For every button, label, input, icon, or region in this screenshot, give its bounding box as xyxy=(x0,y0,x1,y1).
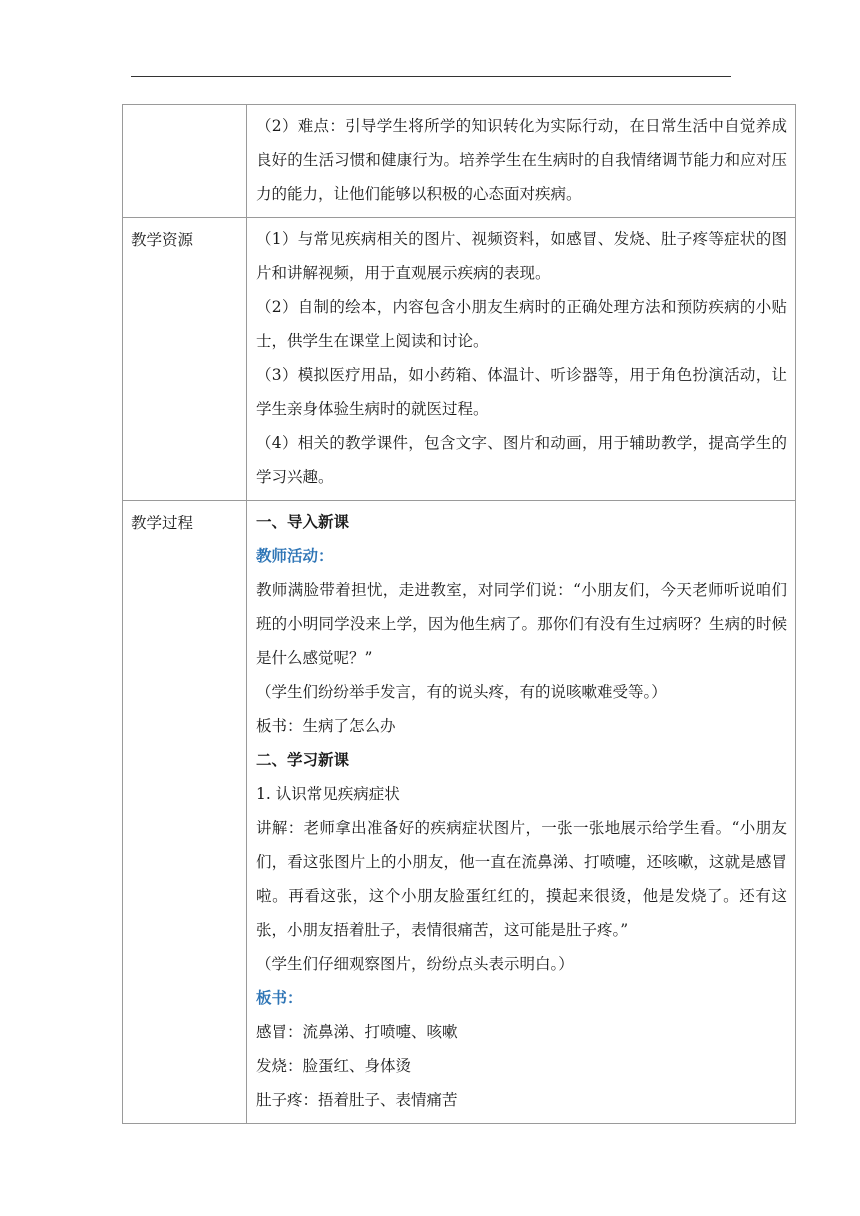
row-label-process: 教学过程 xyxy=(123,501,247,1124)
board-item-cold: 感冒：流鼻涕、打喷嚏、咳嗽 xyxy=(256,1023,458,1041)
section-heading-new-lesson: 二、学习新课 xyxy=(256,750,350,769)
table-row xyxy=(123,501,796,1124)
student-response: （学生们仔细观察图片，纷纷点头表示明白。） xyxy=(256,955,574,973)
resource-item: （1）与常见疾病相关的图片、视频资料，如感冒、发烧、肚子疼等症状的图片和讲解视频，用于直观展示疾病的表现。 xyxy=(256,230,787,282)
difficulty-cell xyxy=(247,105,796,218)
resource-item: （2）自制的绘本，内容包含小朋友生病时的正确处理方法和预防疾病的小贴士，供学生在课堂上阅读和讨论。 xyxy=(256,298,787,350)
section-heading-intro: 一、导入新课 xyxy=(256,512,350,531)
student-response: （学生们纷纷举手发言，有的说头疼，有的说咳嗽难受等。） xyxy=(256,683,667,701)
table-row xyxy=(123,218,796,501)
board-item-stomachache: 肚子疼：捂着肚子、表情痛苦 xyxy=(256,1091,458,1109)
row-label-resources: 教学资源 xyxy=(123,218,247,501)
resource-item: （4）相关的教学课件，包含文字、图片和动画，用于辅助教学，提高学生的学习兴趣。 xyxy=(256,434,787,486)
teacher-dialogue: 教师满脸带着担忧，走进教室，对同学们说：“小朋友们，今天老师听说咱们班的小明同学没来上学，因为他生病了。那你们有没有生过病呀？生病的时候是什么感觉呢？” xyxy=(256,581,787,667)
process-cell xyxy=(247,501,796,1124)
subsection-heading: 1. 认识常见疾病症状 xyxy=(256,785,400,803)
board-heading: 板书： xyxy=(256,988,303,1007)
resources-cell xyxy=(247,218,796,501)
explanation-paragraph: 讲解：老师拿出准备好的疾病症状图片，一张一张地展示给学生看。“小朋友们，看这张图片上的小朋友，他一直在流鼻涕、打喷嚏，还咳嗽，这就是感冒啦。再看这张，这个小朋友脸蛋红红的，摸起来很烫，他是发烧了。还有这张，小朋友捂着肚子，表情很痛苦，这可能是肚子疼。” xyxy=(256,819,787,939)
difficulty-paragraph: （2）难点：引导学生将所学的知识转化为实际行动，在日常生活中自觉养成良好的生活习惯和健康行为。培养学生在生病时的自我情绪调节能力和应对压力的能力，让他们能够以积极的心态面对疾病。 xyxy=(256,117,787,203)
board-note-title: 板书：生病了怎么办 xyxy=(256,717,396,735)
table-row xyxy=(123,105,796,218)
header-rule xyxy=(131,76,731,77)
row-label-empty xyxy=(123,105,247,218)
resource-item: （3）模拟医疗用品，如小药箱、体温计、听诊器等，用于角色扮演活动，让学生亲身体验生病时的就医过程。 xyxy=(256,366,787,418)
lesson-plan-table xyxy=(122,104,796,1124)
board-item-fever: 发烧：脸蛋红、身体烫 xyxy=(256,1057,412,1075)
teacher-activity-heading: 教师活动： xyxy=(256,546,334,565)
